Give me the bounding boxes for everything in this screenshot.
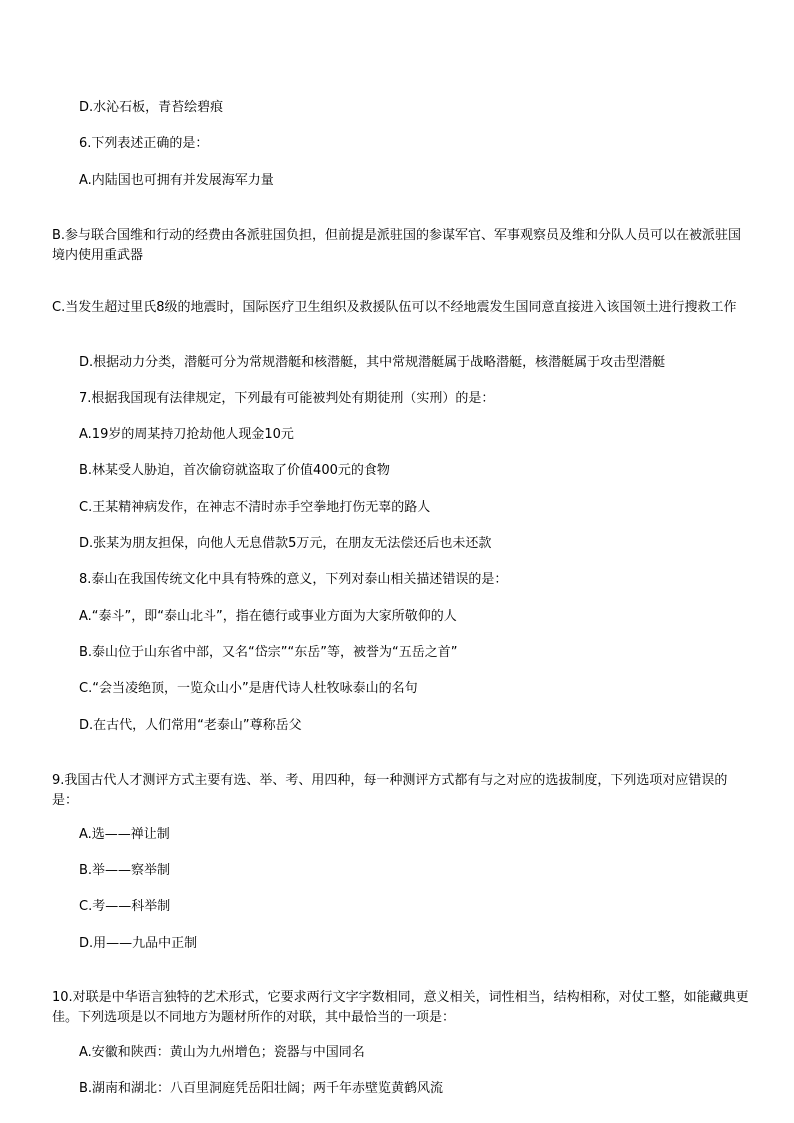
option-8a: A.“泰斗”，即“泰山北斗”，指在德行或事业方面为大家所敬仰的人 — [79, 609, 457, 624]
option-6c: C.当发生超过里氏8级的地震时，国际医疗卫生组织及救援队伍可以不经地震发生国同意直接进入该国领土进行搜救工作 — [52, 300, 737, 315]
option-9c: C.考——科举制 — [79, 899, 171, 914]
option-7c: C.王某精神病发作，在神志不清时赤手空拳地打伤无辜的路人 — [79, 500, 431, 515]
option-7d: D.张某为朋友担保，向他人无息借款5万元，在朋友无法偿还后也未还款 — [79, 536, 492, 551]
option-7b: B.林某受人胁迫，首次偷窃就盗取了价值400元的食物 — [79, 463, 390, 478]
question-9: 9.我国古代人才测评方式主要有选、举、考、用四种，每一种测评方式都有与之对应的选拔制度，下列选项对应错误的是： — [52, 773, 728, 808]
option-9b: B.举——察举制 — [79, 863, 171, 878]
option-10b: B.湖南和湖北：八百里洞庭凭岳阳壮阔；两千年赤壁览黄鹤风流 — [79, 1081, 444, 1096]
option-8c: C.“会当凌绝顶，一览众山小”是唐代诗人杜牧咏泰山的名句 — [79, 681, 418, 696]
question-6: 6.下列表述正确的是： — [79, 136, 209, 151]
question-10: 10.对联是中华语言独特的艺术形式，它要求两行文字字数相同，意义相关，词性相当，结构相称，对仗工整，如能藏典更佳。下列选项是以不同地方为题材所作的对联，其中最恰当的一项是： — [52, 990, 749, 1025]
option-9d: D.用——九品中正制 — [79, 936, 198, 951]
question-8: 8.泰山在我国传统文化中具有特殊的意义，下列对泰山相关描述错误的是： — [79, 572, 508, 587]
option-10a: A.安徽和陕西：黄山为九州增色；瓷器与中国同名 — [79, 1045, 365, 1060]
option-8b: B.泰山位于山东省中部，又名“岱宗”“东岳”等，被誉为“五岳之首” — [79, 645, 458, 660]
option-9a: A.选——禅让制 — [79, 827, 170, 842]
option-6a: A.内陆国也可拥有并发展海军力量 — [79, 173, 274, 188]
question-7: 7.根据我国现有法律规定，下列最有可能被判处有期徒刑（实刑）的是： — [79, 391, 495, 406]
option-6b: B.参与联合国维和行动的经费由各派驻国负担，但前提是派驻国的参谋军官、军事观察员及维和分队人员可以在被派驻国境内使用重武器 — [52, 228, 742, 263]
option-6d: D.根据动力分类，潜艇可分为常规潜艇和核潜艇，其中常规潜艇属于战略潜艇，核潜艇属于攻击型潜艇 — [79, 355, 666, 370]
option-5d: D.水沁石板，青苔绘碧痕 — [79, 100, 224, 115]
option-8d: D.在古代，人们常用“老泰山”尊称岳父 — [79, 718, 302, 733]
option-7a: A.19岁的周某持刀抢劫他人现金10元 — [79, 427, 294, 442]
